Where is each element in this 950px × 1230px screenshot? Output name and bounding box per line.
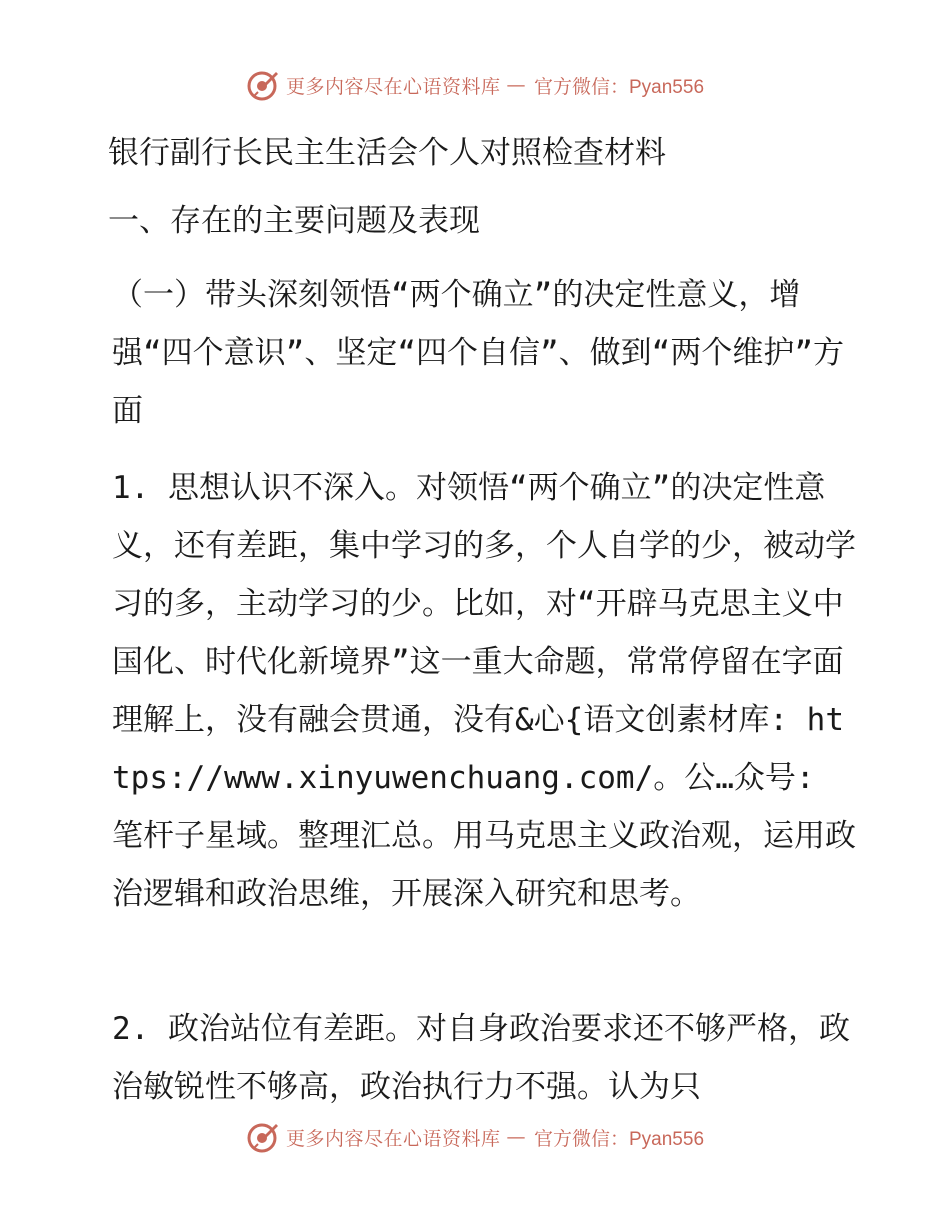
watermark-wechat-text: 官方微信：Pyan556: [534, 1128, 705, 1150]
pen-logo-icon: [246, 1120, 280, 1154]
pen-logo-icon: [246, 68, 280, 102]
watermark-separator: —: [506, 74, 526, 96]
subsection-heading-text: （一）带头深刻领悟“两个确立”的决定性意义，增强“四个意识”、坚定“四个自信”、做到“两个维护”方面: [112, 277, 844, 429]
watermark-banner-bottom: [0, 1120, 950, 1154]
watermark-separator: —: [506, 1126, 526, 1148]
document-title: 银行副行长民主生活会个人对照检查材料: [108, 135, 666, 171]
subsection-heading: [98, 266, 858, 440]
paragraph-2-text: 2. 政治站位有差距。对自身政治要求还不够严格，政治敏锐性不够高，政治执行力不强。认为只: [112, 1011, 850, 1105]
watermark-promo-text: 更多内容尽在心语资料库: [285, 75, 501, 98]
watermark-promo-text: 更多内容尽在心语资料库: [285, 1127, 501, 1150]
paragraph-1-text: 1. 思想认识不深入。对领悟“两个确立”的决定性意义，还有差距，集中学习的多，个人自学的少，被动学习的多，主动学习的少。比如，对“开辟马克思主义中国化、时代化新境界”这一重大命题，常常停留在字面理解上，没有融会贯通，没有&心{语文创素材库: https://www.xinyuwenchuang.com/。公…众号: 笔杆子星域。整理汇总。用马克思主义政治观，运用政治逻辑和政治思维，开展深入研究和思考。: [112, 470, 856, 912]
watermark-wechat-text: 官方微信：Pyan556: [534, 76, 705, 98]
watermark-banner-top: [0, 68, 950, 102]
section-heading: 一、存在的主要问题及表现: [108, 203, 480, 239]
paragraph-2: [98, 1000, 858, 1116]
paragraph-1: [98, 459, 858, 923]
